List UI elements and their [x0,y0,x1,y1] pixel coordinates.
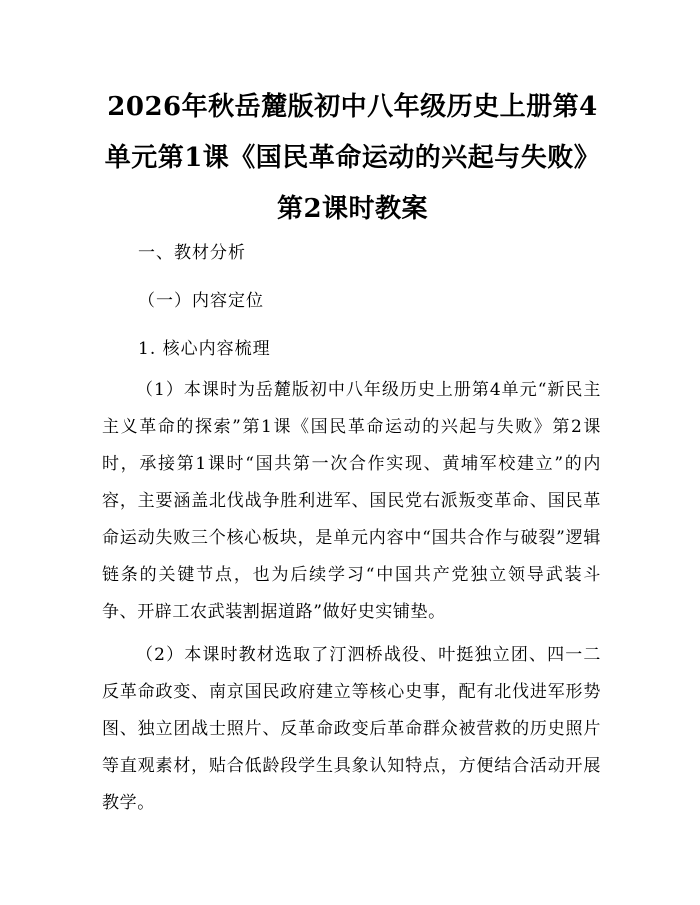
document-title: 2026年秋岳麓版初中八年级历史上册第4单元第1课《国民革命运动的兴起与失败》第2课时教案 [104,92,601,224]
paragraph-1: （1）本课时为岳麓版初中八年级历史上册第4单元“新民主主义革命的探索”第1课《国民革命运动的兴起与失败》第2课时，承接第1课时“国共第一次合作实现、黄埔军校建立”的内容，主要涵盖北伐战争胜利进军、国民党右派叛变革命、国民革命运动失败三个核心板块，是单元内容中“国共合作与破裂”逻辑链条的关键节点，也为后续学习“中国共产党独立领导武装斗争、开辟工农武装割据道路”做好史实铺垫。 [102,380,601,622]
section-heading-teaching-material-analysis: 一、教材分析 [138,243,246,263]
paragraph-2: （2）本课时教材选取了汀泗桥战役、叶挺独立团、四一二反革命政变、南京国民政府建立等核心史事，配有北伐进军形势图、独立团战士照片、反革命政变后革命群众被营救的历史照片等直观素材，贴合低龄段学生具象认知特点，方便结合活动开展教学。 [102,645,601,813]
subsection-heading-content-positioning: （一）内容定位 [138,291,264,311]
item-heading-core-content: 1. 核心内容梳理 [138,339,271,359]
